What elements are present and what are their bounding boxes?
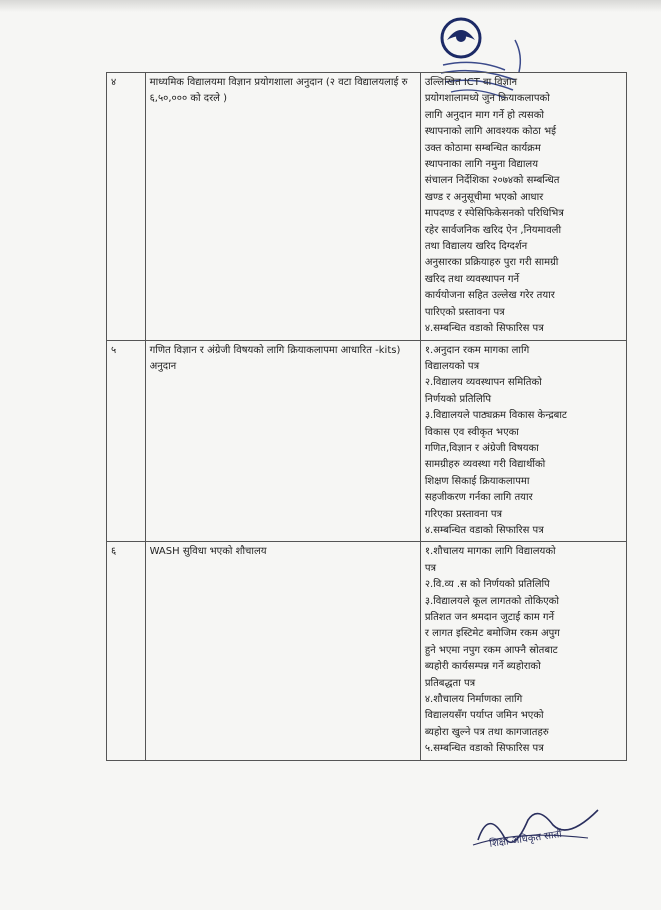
requirement-line: सहजीकरण गर्नका लागि तयार (424, 492, 533, 504)
requirement-line: विकास एव स्वीकृत भएका (424, 426, 519, 438)
requirement-line: र लागत इस्टिमेट बमोजिम रकम अपुग (424, 628, 560, 640)
requirements-cell (420, 340, 626, 542)
requirement-line: हुने भएमा नपुग रकम आफ्नै स्रोतबाट (424, 644, 558, 656)
requirement-line: सामग्रीहरु व्यवस्था गरी विद्यार्थीको (424, 459, 546, 471)
requirement-line: प्रयोगशालामध्ये जुन क्रियाकलापको (424, 93, 550, 105)
table-row (107, 340, 627, 542)
requirements-table (106, 72, 627, 761)
requirement-line: स्थापनाको लागि आवश्यक कोठा भई (424, 126, 557, 138)
requirements-cell (420, 73, 626, 341)
table-row (107, 73, 627, 341)
requirement-line: ब्यहोरा खुल्ने पत्र तथा कागजातहरु (424, 726, 549, 738)
requirement-line: ४.सम्बन्धित वडाको सिफारिस पत्र (424, 524, 544, 536)
requirement-line: स्थापनाका लागि नमुना विद्यालय (424, 159, 539, 171)
program-title: गणित विज्ञान र अंग्रेजी विषयको लागि क्रियाकलापमा आधारित -kits) अनुदान (145, 340, 420, 542)
requirement-line: प्रतिशत जन श्रमदान जुटाई काम गर्ने (424, 612, 555, 623)
requirement-line: लागि अनुदान माग गर्ने हो त्यसको (424, 109, 544, 121)
requirement-line: ३.विद्यालयले कूल लागतको तोकिएको (424, 595, 559, 607)
requirement-line: विद्यालयसँग पर्याप्त जमिन भएको (424, 710, 544, 722)
requirement-line: शिक्षण सिकाई क्रियाकलापमा (424, 475, 530, 487)
requirement-line: गरिएका प्रस्तावना पत्र (424, 508, 503, 520)
requirement-line: १.शौचालय मागका लागि विद्यालयको (424, 546, 556, 558)
row-number: ४ (107, 73, 146, 341)
requirement-line: खरिद तथा व्यवस्थापन गर्ने (424, 273, 520, 285)
requirement-line: २.वि.व्य .स को निर्णयको प्रतिलिपि (424, 579, 550, 591)
requirement-line: रहेर सार्वजनिक खरिद ऐन ,नियमावली (424, 224, 562, 236)
requirement-line: निर्णयको प्रतिलिपि (424, 393, 492, 405)
program-title: माध्यमिक विद्यालयमा विज्ञान प्रयोगशाला अनुदान (२ वटा विद्यालयलाई रु ६,५०,००० को दरले ) (145, 73, 420, 341)
requirement-line: उल्लिखित ICT वा विज्ञान (424, 77, 518, 88)
requirement-line: ब्यहोरी कार्यसम्पन्न गर्ने ब्यहोराको (424, 661, 541, 673)
row-number: ६ (107, 542, 146, 760)
signature-designation: शिक्षा अधिकृत सातौं (488, 828, 563, 851)
program-title: WASH सुविधा भएको शौचालय (145, 542, 420, 760)
requirement-line: ४.शौचालय निर्माणका लागि (424, 694, 523, 706)
requirement-line: १.अनुदान रकम मागका लागि (424, 344, 530, 356)
requirement-line: कार्ययोजना सहित उल्लेख गरेर तयार (424, 290, 555, 302)
requirement-line: विद्यालयको पत्र (424, 360, 480, 372)
requirement-line: मापदण्ड र स्पेसिफिकेसनको परिधिभित्र (424, 208, 564, 220)
requirements-cell (420, 542, 626, 760)
requirement-line: संचालन निर्देशिका २०७४को सम्बन्धित (424, 175, 560, 187)
requirement-line: तथा विद्यालय खरिद दिग्दर्शन (424, 241, 528, 253)
requirement-line: ३.विद्यालयले पाठ्यक्रम विकास केन्द्रबाट (424, 410, 567, 422)
requirement-line: पारिएको प्रस्तावना पत्र (424, 306, 505, 318)
requirement-line: गणित,विज्ञान र अंग्रेजी विषयका (424, 442, 539, 454)
requirement-line: ५.सम्बन्धित वडाको सिफारिस पत्र (424, 743, 544, 755)
table-row (107, 542, 627, 760)
requirement-line: प्रतिबद्धता पत्र (424, 677, 476, 689)
requirement-line: खण्ड र अनुसूचीमा भएको आधार (424, 191, 544, 203)
requirement-line: उक्त कोठामा सम्बन्धित कार्यक्रम (424, 142, 541, 154)
requirement-line: पत्र (424, 562, 437, 574)
requirement-line: अनुसारका प्रक्रियाहरु पुरा गरी सामग्री (424, 257, 559, 269)
scan-edge (0, 0, 661, 12)
row-number: ५ (107, 340, 146, 542)
requirement-line: ४.सम्बन्धित वडाको सिफारिस पत्र (424, 323, 544, 335)
requirement-line: २.विद्यालय व्यवस्थापन समितिको (424, 377, 542, 389)
